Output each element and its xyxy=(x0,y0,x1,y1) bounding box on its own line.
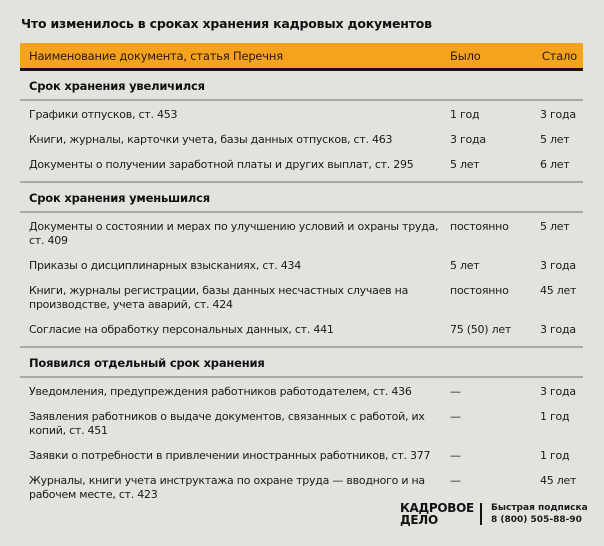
table-row: Заявки о потребности в привлечении иностранных работников, ст. 377 — 1 год xyxy=(29,449,570,462)
section-title-decreased: Срок хранения уменьшился xyxy=(20,183,583,213)
phone-number: 8 (800) 505-88-90 xyxy=(491,515,582,525)
section-rows-decreased xyxy=(20,213,583,348)
section-rows-new xyxy=(20,378,583,511)
page-title: Что изменилось в сроках хранения кадровых документов xyxy=(21,16,432,31)
header-now: Стало xyxy=(541,48,577,63)
footer-divider xyxy=(480,503,482,525)
table-row: Приказы о дисциплинарных взысканиях, ст. 434 5 лет 3 года xyxy=(29,259,576,272)
table-row: Документы о состоянии и мерах по улучшению условий и охраны труда, ст. 409 постоянно 5 лет xyxy=(29,220,570,247)
section-title-new: Появился отдельный срок хранения xyxy=(20,348,583,378)
table-row: Журналы, книги учета инструктажа по охране труда — вводного и на рабочем месте, ст. 423 — 45 лет xyxy=(29,474,577,501)
table-row: Книги, журналы, карточки учета, базы данных отпусков, ст. 463 3 года 5 лет xyxy=(29,133,570,146)
header-was: Было xyxy=(450,48,481,63)
subscription-info xyxy=(491,502,588,526)
header-name: Наименование документа, статья Перечня xyxy=(29,48,283,63)
table-row: Документы о получении заработной платы и других выплат, ст. 295 5 лет 6 лет xyxy=(29,158,570,171)
table-row: Уведомления, предупреждения работников работодателем, ст. 436 — 3 года xyxy=(29,385,576,398)
table-row: Согласие на обработку персональных данных, ст. 441 75 (50) лет 3 года xyxy=(29,323,576,336)
footer xyxy=(400,502,588,526)
brand-logo: КАДРОВОЕ ДЕЛО xyxy=(400,501,474,527)
table-row: Графики отпусков, ст. 453 1 год 3 года xyxy=(29,108,576,121)
section-title-increased: Срок хранения увеличился xyxy=(20,71,583,101)
table-row: Заявления работников о выдаче документов, связанных с работой, их копий, ст. 451 — 1 год xyxy=(29,410,570,437)
table-row: Книги, журналы регистрации, базы данных несчастных случаев на производстве, учета аварий, ст. 424 постоянно 45 лет xyxy=(29,284,577,311)
table-header xyxy=(20,43,583,71)
section-rows-increased xyxy=(20,101,583,183)
subscribe-label: Быстрая подписка xyxy=(491,503,588,513)
retention-table xyxy=(20,43,583,511)
